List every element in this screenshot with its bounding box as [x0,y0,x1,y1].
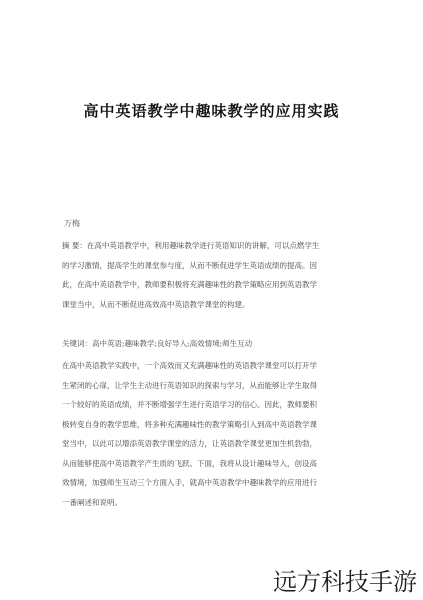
intro-line: 从而能够使高中英语教学产生质的飞跃。下面，我将从设计趣味导入，创设高 [62,458,317,468]
intro-line: 极转变自身的教学思维，将多种充满趣味性的教学策略引入到高中英语教学课 [62,419,317,429]
intro-line: 堂当中，以此可以增添英语教学课堂的活力，让英语教学课堂更加生机勃勃， [62,439,317,448]
author-name: 万梅 [64,219,80,228]
intro-line: 一个较好的英语成绩，并不断增强学生进行英语学习的信心。因此，教师要积 [62,400,317,409]
keywords-line: 关键词：高中英语;趣味教学;良好导入;高效情境;师生互动 [62,339,253,348]
abstract-line: 课堂当中，从而不断促进高效高中英语教学课堂的构建。 [62,299,250,309]
abstract-line: 此，在高中英语教学中，教师要积极将充满趣味性的教学策略应用到英语教学 [62,280,317,289]
intro-paragraph [62,356,362,512]
intro-line: 效情境，加强师生互动三个方面入手，就高中英语教学中趣味教学的应用进行 [62,478,317,487]
abstract-line: 摘 要：在高中英语教学中，利用趣味教学进行英语知识的讲解，可以点燃学生 [62,241,320,250]
watermark-text: 远方科技手游 [273,568,417,596]
paper-title: 高中英语教学中趣味教学的应用实践 [83,102,340,120]
abstract [62,236,362,314]
intro-line: 一番阐述和说明。 [62,497,122,507]
intro-line: 生紧闭的心扉，让学生主动进行英语知识的探索与学习，从而能够让学生取得 [62,380,317,390]
abstract-line: 的学习激情，提高学生的课堂参与度，从而不断促进学生英语成绩的提高。因 [62,260,317,270]
keywords [62,334,362,354]
intro-line: 在高中英语教学实践中，一个高效而又充满趣味性的英语教学课堂可以打开学 [62,361,317,370]
